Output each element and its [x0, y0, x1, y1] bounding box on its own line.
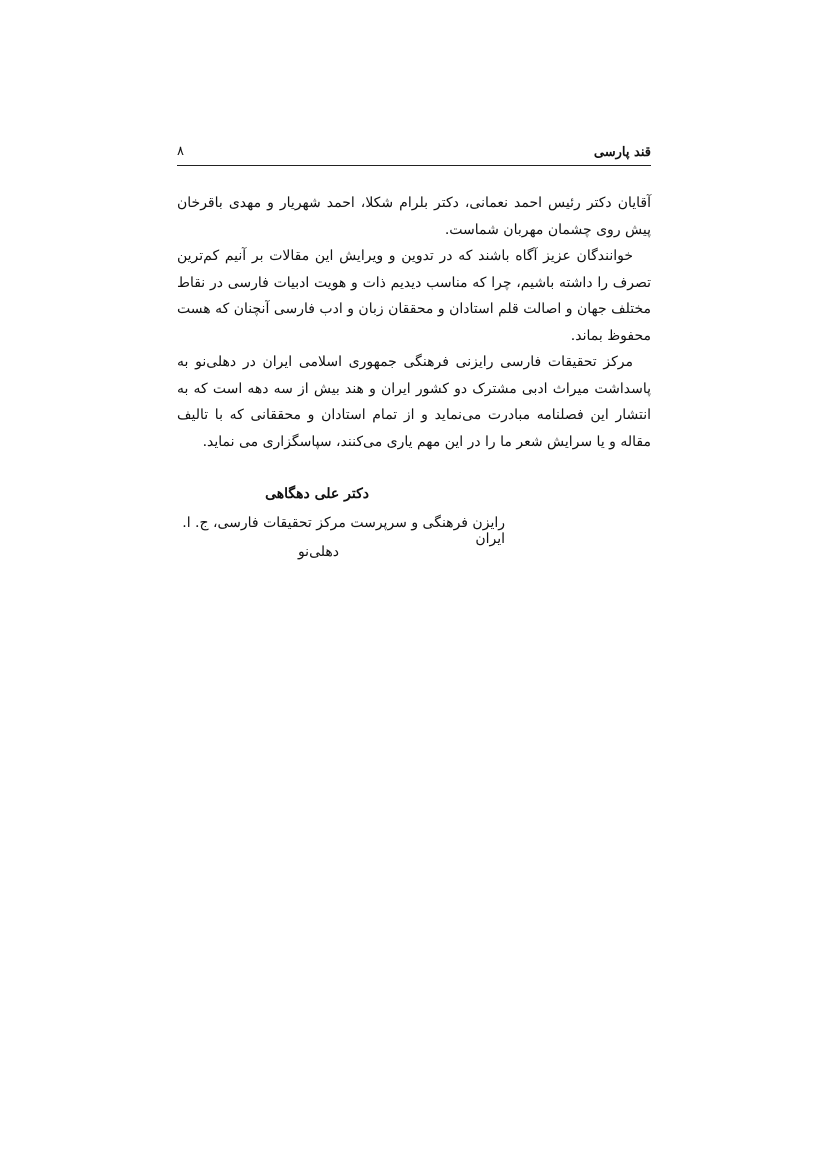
signatory-role: رایزن فرهنگی و سرپرست مرکز تحقیقات فارسی، ج. ا. ایران	[182, 515, 505, 547]
signatory-city: دهلی‌نو	[297, 544, 339, 560]
paragraph-1: آقایان دکتر رئیس احمد نعمانی، دکتر بلرام شکلا، احمد شهریار و مهدی باقرخان پیش روی چشمان مهربان شماست.	[177, 195, 651, 238]
page-header	[177, 141, 651, 166]
page-number: ۸	[177, 144, 184, 159]
running-title: قند پارسی	[593, 145, 651, 160]
signature-block	[177, 486, 651, 566]
signatory-name: دکتر علی دهگاهی	[265, 486, 369, 502]
paragraph-3: مرکز تحقیقات فارسی رایزنی فرهنگی جمهوری اسلامی ایران در دهلی‌نو به پاسداشت میراث ادبی مشترک دو کشور ایران و هند بیش از سه دهه است که به انتشار این فصلنامه مبادرت می‌نماید و از تمام استادان و محققانی که با تالیف مقاله و یا سرایش شعر ما را در این مهم یاری می‌کنند، سپاسگزاری می نماید.	[177, 354, 651, 450]
body-text	[177, 190, 651, 455]
paragraph-2: خوانندگان عزیز آگاه باشند که در تدوین و ویرایش این مقالات بر آنیم کم‌ترین تصرف را داشته باشیم، چرا که مناسب دیدیم ذات و هویت ادبیات فارسی در نقاط مختلف جهان و اصالت قلم استادان و محققان زبان و ادب فارسی آنچنان که هست محفوظ بماند.	[177, 248, 651, 344]
